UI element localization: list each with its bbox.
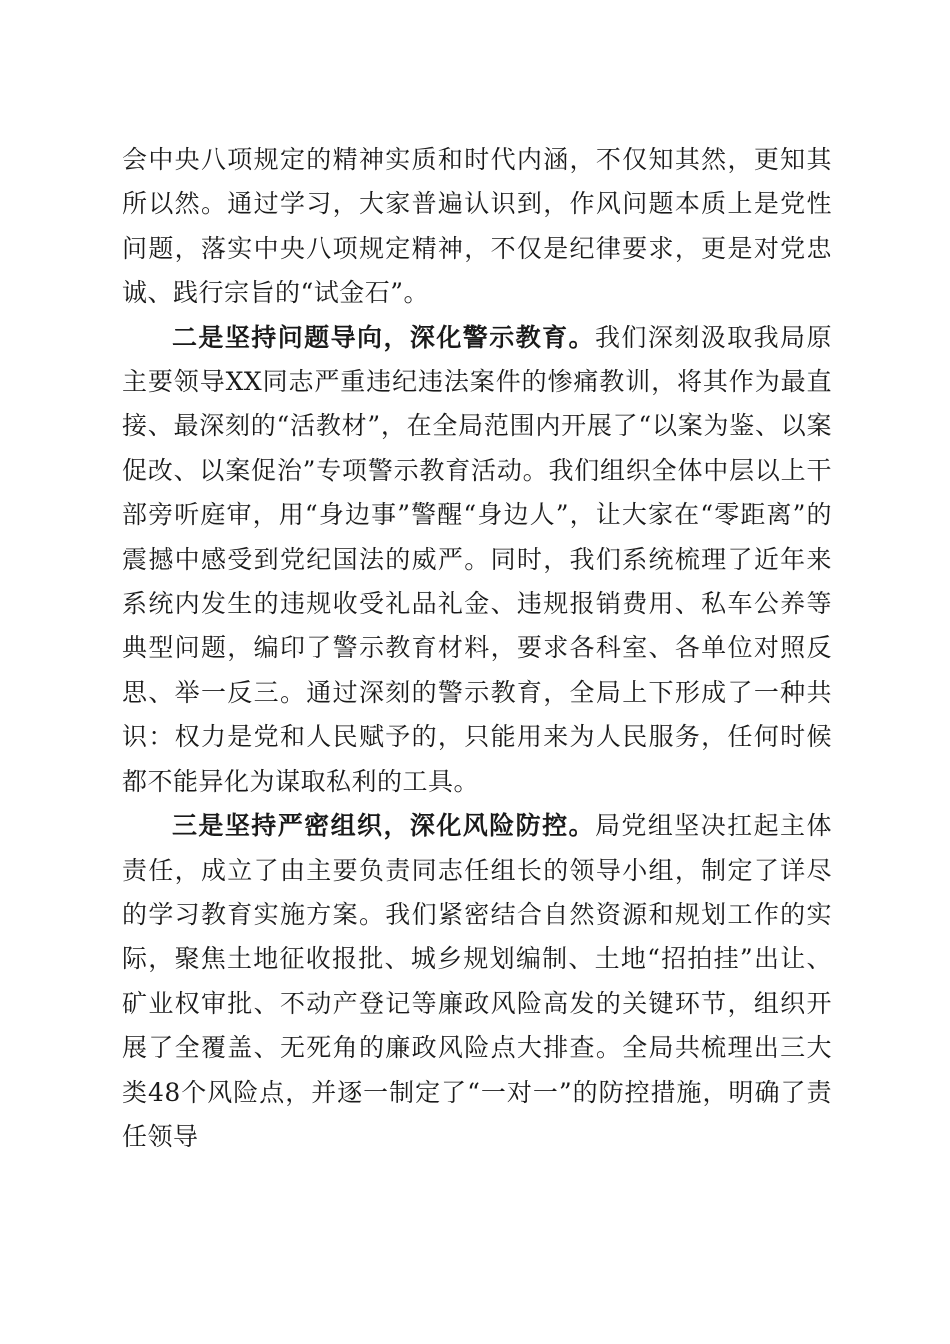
paragraph-point-three [122, 804, 832, 1159]
paragraph-text: 局党组坚决扛起主体责任，成立了由主要负责同志任组长的领导小组，制定了详尽的学习教育实施方案。我们紧密结合自然资源和规划工作的实际，聚焦土地征收报批、城乡规划编制、土地“招拍挂”出让、矿业权审批、不动产登记等廉政风险高发的关键环节，组织开展了全覆盖、无死角的廉政风险点大排查。全局共梳理出三大类48个风险点，并逐一制定了“一对一”的防控措施，明确了责任领导 [122, 811, 832, 1151]
document-body [122, 138, 832, 1159]
paragraph-text: 会中央八项规定的精神实质和时代内涵，不仅知其然，更知其所以然。通过学习，大家普遍认识到，作风问题本质上是党性问题，落实中央八项规定精神，不仅是纪律要求，更是对党忠诚、践行宗旨的“试金石”。 [122, 145, 832, 308]
paragraph-point-two [122, 316, 832, 804]
paragraph-text: 我们深刻汲取我局原主要领导XX同志严重违纪违法案件的惨痛教训，将其作为最直接、最深刻的“活教材”，在全局范围内开展了“以案为鉴、以案促改、以案促治”专项警示教育活动。我们组织全体中层以上干部旁听庭审，用“身边事”警醒“身边人”，让大家在“零距离”的震撼中感受到党纪国法的威严。同时，我们系统梳理了近年来系统内发生的违规收受礼品礼金、违规报销费用、私车公养等典型问题，编印了警示教育材料，要求各科室、各单位对照反思、举一反三。通过深刻的警示教育，全局上下形成了一种共识：权力是党和人民赋予的，只能用来为人民服务，任何时候都不能异化为谋取私利的工具。 [122, 322, 832, 796]
paragraph-continued [122, 138, 832, 316]
paragraph-lead-heading: 三是坚持严密组织，深化风险防控。 [172, 811, 595, 841]
paragraph-lead-heading: 二是坚持问题导向，深化警示教育。 [172, 322, 595, 352]
